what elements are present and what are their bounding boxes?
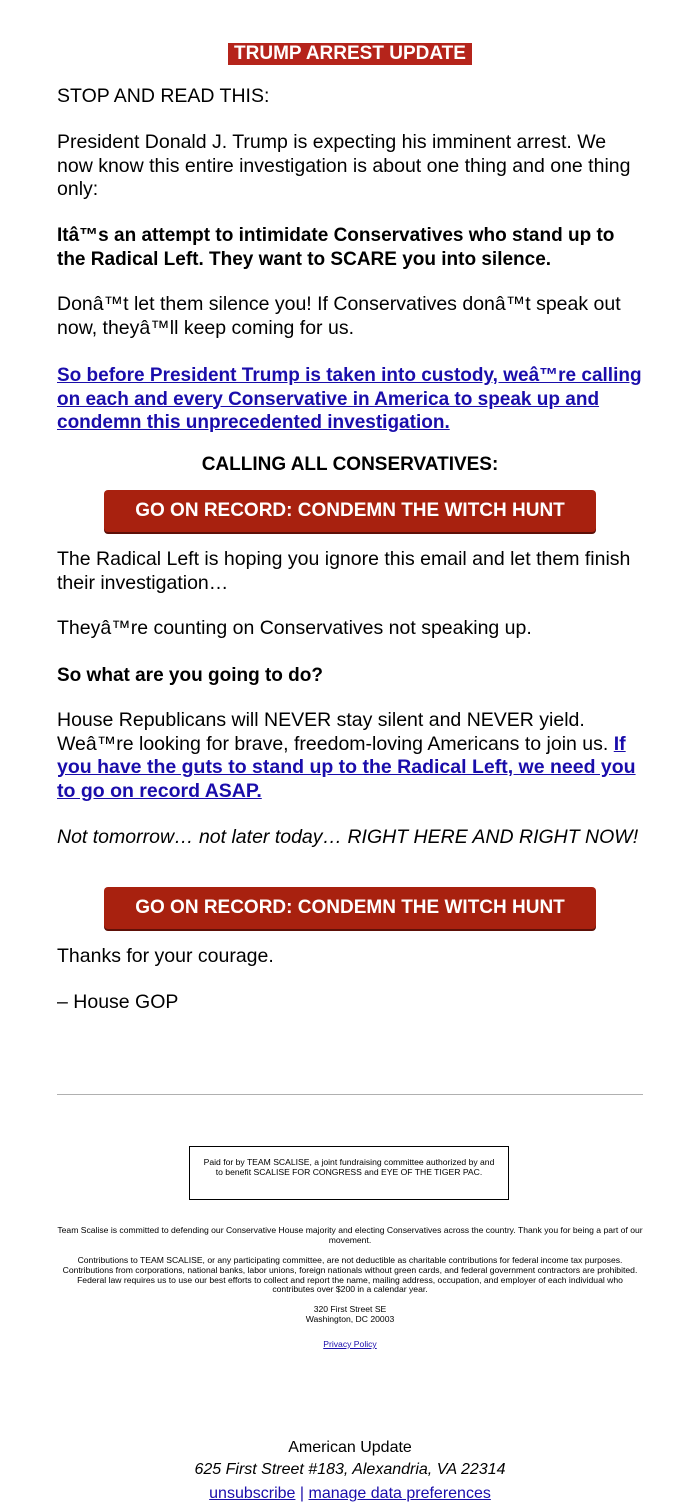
footer-links xyxy=(0,1483,700,1505)
paragraph-4: The Radical Left is hoping you ignore this email and let them finish their investigation… xyxy=(57,548,631,594)
paragraph-1: President Donald J. Trump is expecting his imminent arrest. We now know this entire investigation is about one thing and one thing only: xyxy=(57,131,631,200)
paragraph-5: Theyâ™re counting on Conservatives not speaking up. xyxy=(57,617,532,639)
address-line-2: Washington, DC 20003 xyxy=(305,1314,395,1324)
paragraph-7-italic: Not tomorrow… not later today… RIGHT HERE AND RIGHT NOW! xyxy=(57,826,639,848)
footer-address: 625 First Street #183, Alexandria, VA 22314 xyxy=(194,1461,506,1478)
paid-for-disclaimer: Paid for by TEAM SCALISE, a joint fundraising committee authorized by and to benefit SCALISE FOR CONGRESS and EYE OF THE TIGER PAC. xyxy=(189,1146,509,1200)
thanks-text: Thanks for your courage. xyxy=(57,945,274,967)
paragraph-6 xyxy=(57,709,643,803)
address-line-1: 320 First Street SE xyxy=(313,1304,387,1314)
committed-text: Team Scalise is committed to defending our Conservative House majority and electing Conservatives across the country. Thank you for being a part of our movement. xyxy=(57,1225,643,1245)
contributions-disclaimer: Contributions to TEAM SCALISE, or any participating committee, are not deductible as charitable contributions for federal income tax purposes. Contributions from corporations, national banks, labor unions, foreign nationals without green cards, and federal government contractors are prohibited. Federal law requires us to use our best efforts to collect and report the name, mailing address, occupation, and employer of each individual who contributes over $200 in a calendar year. xyxy=(62,1255,638,1295)
paragraph-link-1 xyxy=(57,364,643,435)
banner-container xyxy=(0,43,700,65)
privacy-policy-link[interactable]: Privacy Policy xyxy=(323,1339,377,1349)
manage-preferences-link[interactable]: manage data preferences xyxy=(308,1485,491,1502)
paragraph-3: Donâ™t let them silence you! If Conservatives donâ™t speak out now, theyâ™ll keep coming for us. xyxy=(57,293,621,339)
footer-org: American Update xyxy=(288,1439,412,1456)
go-on-record-button-2[interactable]: GO ON RECORD: CONDEMN THE WITCH HUNT xyxy=(104,887,596,929)
unsubscribe-link[interactable]: unsubscribe xyxy=(209,1485,296,1502)
question-heading: So what are you going to do? xyxy=(57,665,323,686)
paragraph-6-text: House Republicans will NEVER stay silent and NEVER yield. Weâ™re looking for brave, freedom-loving Americans to join us. xyxy=(57,709,614,755)
paragraph-2-bold: Itâ™s an attempt to intimidate Conservatives who stand up to the Radical Left. They want to SCARE you into silence. xyxy=(57,225,615,270)
signoff-text: – House GOP xyxy=(57,991,179,1013)
condemn-investigation-link[interactable]: So before President Trump is taken into custody, weâ™re calling on each and every Conservative in America to speak up and condemn this unprecedented investigation. xyxy=(57,365,642,433)
go-on-record-button-1[interactable]: GO ON RECORD: CONDEMN THE WITCH HUNT xyxy=(104,490,596,532)
intro-text: STOP AND READ THIS: xyxy=(57,85,270,107)
go-on-record-link[interactable]: If you have the guts to stand up to the Radical Left, we need you to go on record ASAP. xyxy=(57,732,636,802)
divider xyxy=(57,1094,643,1095)
headline-banner: TRUMP ARREST UPDATE xyxy=(228,43,472,65)
footer-separator: | xyxy=(299,1485,305,1502)
calling-heading: CALLING ALL CONSERVATIVES: xyxy=(201,454,499,475)
privacy-policy-row xyxy=(57,1340,643,1350)
